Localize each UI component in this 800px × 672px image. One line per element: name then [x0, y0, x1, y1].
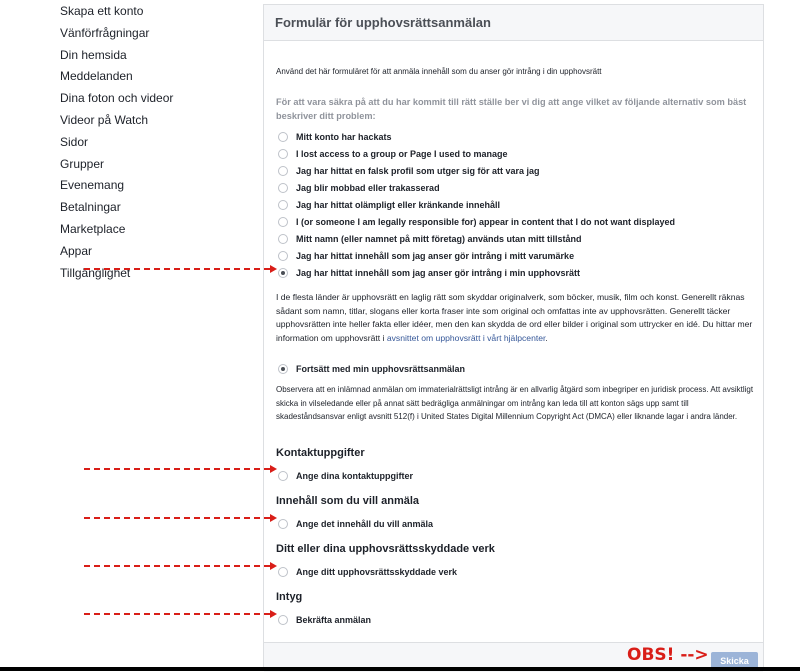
radio-button[interactable] — [278, 251, 288, 261]
bottom-border — [0, 667, 800, 671]
option-label: Ange dina kontaktuppgifter — [296, 471, 413, 481]
option-protected-work[interactable] — [278, 564, 457, 580]
annotation-arrow-line — [84, 613, 270, 615]
option-label: Ange det innehåll du vill anmäla — [296, 519, 434, 529]
option-label: Jag har hittat olämpligt eller kränkande innehåll — [296, 200, 501, 210]
annotation-arrow-line — [84, 517, 270, 519]
section-title-content: Innehåll som du vill anmäla — [276, 495, 420, 507]
option-fake-profile[interactable] — [278, 163, 540, 179]
sidebar-item-home-page[interactable]: Din hemsida — [60, 47, 127, 62]
help-sidebar — [60, 0, 250, 284]
submit-button[interactable]: Skicka — [711, 652, 758, 670]
sidebar-item-events[interactable]: Evenemang — [60, 178, 125, 193]
option-label: I (or someone I am legally responsible for) appear in content that I do not want displayed — [296, 217, 676, 227]
annotation-note: OBS! --> — [627, 645, 709, 665]
radio-button[interactable] — [278, 471, 288, 481]
sidebar-item-marketplace[interactable]: Marketplace — [60, 221, 126, 236]
legal-notice: Observera att en inlämnad anmälan om immaterialrättsligt intrång är en allvarlig åtgärd som inbegriper en juridisk process. Att avsiktligt skicka in vilseledande eller på annat sätt bedrägliga anmälningar om intrång kan leda till att konton sägs upp samt till skadeståndsansvar enligt avsnitt 512(f) i United States Digital Millennium Copyright Act (DMCA) eller liknande lagar i andra länder. — [276, 385, 754, 422]
annotation-arrow-line — [84, 268, 270, 270]
option-confirm-report[interactable] — [278, 612, 371, 628]
annotation-arrowhead-icon — [270, 465, 277, 473]
section-title-works: Ditt eller dina upphovsrättsskyddade verk — [276, 543, 495, 555]
option-label: Jag har hittat innehåll som jag anser gör intrång i mitt varumärke — [296, 251, 575, 261]
option-copyright[interactable] — [278, 265, 580, 281]
option-unwanted-content[interactable] — [278, 214, 675, 230]
option-label: Mitt namn (eller namnet på mitt företag) används utan mitt tillstånd — [296, 234, 582, 244]
radio-button[interactable] — [278, 166, 288, 176]
option-label: Jag har hittat en falsk profil som utger sig för att vara jag — [296, 166, 540, 176]
description-text: I de flesta länder är upphovsrätt en laglig rätt som skyddar originalverk, som böcker, musik, film och konst. Generellt räknas sådant som namn, titlar, slogans eller korta fraser inte som original och omfattas inte av upphovsrätten. Generellt täcker upphovsrätten inte heller fakta eller idéer, men den kan skydda de ord eller bilder i original som uttrycker en idé. Du hittar mer information om upphovsrätt i — [276, 292, 753, 343]
description-end: . — [545, 332, 548, 343]
problem-question: För att vara säkra på att du har kommit till rätt ställe ber vi dig att ange vilket av följande alternativ som bäst beskriver ditt problem: — [276, 97, 747, 121]
option-label: Bekräfta anmälan — [296, 615, 372, 625]
sidebar-item-accessibility[interactable]: Tillgänglighet — [60, 265, 131, 280]
annotation-arrowhead-icon — [270, 514, 277, 522]
sidebar-item-create-account[interactable]: Skapa ett konto — [60, 4, 144, 18]
section-title-contact: Kontaktuppgifter — [276, 447, 365, 459]
form-intro: Använd det här formuläret för att anmäla innehåll som du anser gör intrång i din upphovsrätt — [276, 67, 602, 76]
option-trademark[interactable] — [278, 248, 574, 264]
radio-button[interactable] — [278, 183, 288, 193]
form-body — [264, 41, 763, 643]
option-report-content[interactable] — [278, 516, 433, 532]
option-label: I lost access to a group or Page I used to manage — [296, 149, 508, 159]
form-title: Formulär för upphovsrättsanmälan — [264, 5, 763, 41]
radio-button[interactable] — [278, 200, 288, 210]
annotation-arrowhead-icon — [270, 265, 277, 273]
radio-button-selected[interactable] — [278, 364, 288, 374]
option-contact-info[interactable] — [278, 468, 413, 484]
radio-button[interactable] — [278, 217, 288, 227]
copyright-description — [276, 291, 754, 345]
radio-button[interactable] — [278, 132, 288, 142]
annotation-arrow-line — [84, 468, 270, 470]
annotation-arrow-line — [84, 565, 270, 567]
option-continue-report[interactable] — [278, 361, 465, 377]
sidebar-item-payments[interactable]: Betalningar — [60, 200, 121, 215]
annotation-arrowhead-icon — [270, 610, 277, 618]
radio-button[interactable] — [278, 615, 288, 625]
option-offensive-content[interactable] — [278, 197, 500, 213]
option-label: Ange ditt upphovsrättsskyddade verk — [296, 567, 458, 577]
sidebar-item-photos-videos[interactable]: Dina foton och videor — [60, 91, 174, 106]
option-label: Fortsätt med min upphovsrättsanmälan — [296, 364, 466, 374]
annotation-arrowhead-icon — [270, 562, 277, 570]
radio-button[interactable] — [278, 519, 288, 529]
radio-button[interactable] — [278, 567, 288, 577]
radio-button-selected[interactable] — [278, 268, 288, 278]
sidebar-item-messages[interactable]: Meddelanden — [60, 69, 133, 84]
option-bullied[interactable] — [278, 180, 440, 196]
option-account-hacked[interactable] — [278, 129, 392, 145]
copyright-form-panel — [263, 4, 764, 671]
sidebar-list — [60, 1, 250, 284]
sidebar-item-watch-videos[interactable]: Videor på Watch — [60, 112, 149, 127]
radio-button[interactable] — [278, 149, 288, 159]
option-label: Jag blir mobbad eller trakasserad — [296, 183, 440, 193]
sidebar-item-friend-requests[interactable]: Vänförfrågningar — [60, 25, 150, 40]
radio-button[interactable] — [278, 234, 288, 244]
sidebar-item-apps[interactable]: Appar — [60, 243, 93, 258]
section-title-declaration: Intyg — [276, 591, 303, 603]
option-lost-access[interactable] — [278, 146, 508, 162]
sidebar-item-pages[interactable]: Sidor — [60, 134, 89, 149]
copyright-help-link[interactable]: avsnittet om upphovsrätt i vårt hjälpcenter — [386, 332, 546, 343]
sidebar-item-groups[interactable]: Grupper — [60, 156, 105, 171]
option-label: Jag har hittat innehåll som jag anser gör intrång i min upphovsrätt — [296, 268, 581, 278]
option-label: Mitt konto har hackats — [296, 132, 392, 142]
option-name-misuse[interactable] — [278, 231, 582, 247]
